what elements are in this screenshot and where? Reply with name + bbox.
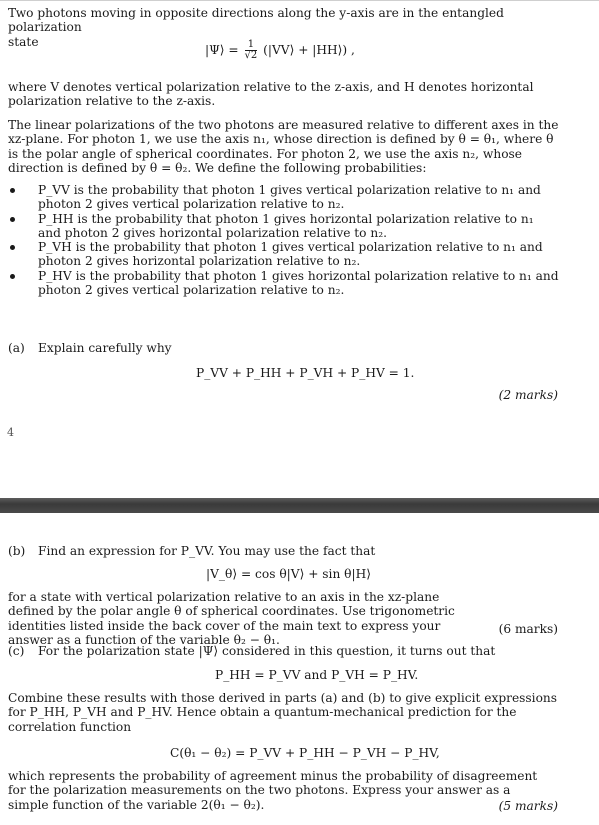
part-c-label: (c) xyxy=(8,644,25,658)
part-b-text: Find an expression for P_VV. You may use the fact that xyxy=(38,544,376,558)
part-b-equation: |V_θ⟩ = cos θ|V⟩ + sin θ|H⟩ xyxy=(206,567,372,581)
state-eq-frac-den: √2 xyxy=(244,50,258,61)
where-paragraph: where V denotes vertical polarization relative to the z-axis, and H denotes horizontal polarization relative to the z-axis. xyxy=(8,80,534,109)
state-eq-frac-num: 1 xyxy=(245,40,258,51)
page-separator xyxy=(0,498,599,513)
part-c-equation: P_HH = P_VV and P_VH = P_HV. xyxy=(215,668,419,682)
part-a-text: Explain carefully why xyxy=(38,341,172,355)
bullet-dot xyxy=(10,217,15,222)
bullet-phh xyxy=(8,212,560,241)
correlation-equation: C(θ₁ − θ₂) = P_VV + P_HH − P_VH − P_HV, xyxy=(170,746,440,760)
state-eq-rhs: (|VV⟩ + |HH⟩) , xyxy=(263,43,355,57)
part-b-label: (b) xyxy=(8,544,26,558)
part-a-equation: P_VV + P_HH + P_VH + P_HV = 1. xyxy=(196,366,415,380)
state-equation xyxy=(205,40,355,61)
part-c-continuation: Combine these results with those derived in parts (a) and (b) to give explicit expressions for P_HH, P_VH and P_HV. Hence obtain a quantum-mechanical prediction for the correlation function xyxy=(8,691,558,734)
probability-list xyxy=(8,183,560,297)
part-b-marks: (6 marks) xyxy=(498,622,558,636)
part-a-marks: (2 marks) xyxy=(498,388,558,402)
bullet-dot xyxy=(10,245,15,250)
page-two xyxy=(0,513,599,825)
part-c-marks: (5 marks) xyxy=(498,799,558,813)
intro-line-2: state xyxy=(8,34,39,49)
page-number: 4 xyxy=(7,426,14,439)
measurement-paragraph: The linear polarizations of the two photons are measured relative to different axes in the xz-plane. For photon 1, we use the axis n₁, whose direction is defined by θ = θ₁, where θ is the polar angle of spherical coordinates. For photon 2, we use the axis n₂, whose direction is defined by θ = θ₂. We define the following probabilities: xyxy=(8,118,559,175)
bullet-phv xyxy=(8,269,560,298)
bullet-pvh xyxy=(8,240,560,269)
intro-line-1: Two photons moving in opposite directions along the y-axis are in the entangled polarization xyxy=(8,6,504,35)
part-c-question xyxy=(8,644,560,658)
part-a-label: (a) xyxy=(8,341,25,355)
bullet-dot xyxy=(10,274,15,279)
part-a-question xyxy=(8,341,560,355)
bullet-phh-text: P_HH is the probability that photon 1 gives horizontal polarization relative to n₁ and photon 2 gives horizontal polarization relative to n₂. xyxy=(38,211,534,240)
top-rule xyxy=(0,0,599,1)
state-eq-lhs: |Ψ⟩ = xyxy=(205,43,239,57)
bullet-pvh-text: P_VH is the probability that photon 1 gives vertical polarization relative to n₁ and photon 2 gives horizontal polarization relative to n₂. xyxy=(38,240,543,269)
part-c-text: For the polarization state |Ψ⟩ considered in this question, it turns out that xyxy=(38,644,496,658)
bullet-pvv-text: P_VV is the probability that photon 1 gives vertical polarization relative to n₁ and photon 2 gives vertical polarization relative to n₂. xyxy=(38,183,541,212)
state-eq-fraction xyxy=(245,40,258,61)
bullet-dot xyxy=(10,188,15,193)
part-c-final: which represents the probability of agreement minus the probability of disagreement for the polarization measurements on the two photons. Express your answer as a simple function of the variable 2(θ₁ − θ₂). xyxy=(8,769,538,812)
part-b-question xyxy=(8,544,560,558)
bullet-pvv xyxy=(8,183,560,212)
bullet-phv-text: P_HV is the probability that photon 1 gives horizontal polarization relative to n₁ and photon 2 gives vertical polarization relative to n₂. xyxy=(38,268,559,298)
part-b-continuation: for a state with vertical polarization relative to an axis in the xz-plane defined by the polar angle θ of spherical coordinates. Use trigonometric identities listed inside the back cover of the main text to express your answer as a function of the variable θ₂ − θ₁. xyxy=(8,590,455,647)
